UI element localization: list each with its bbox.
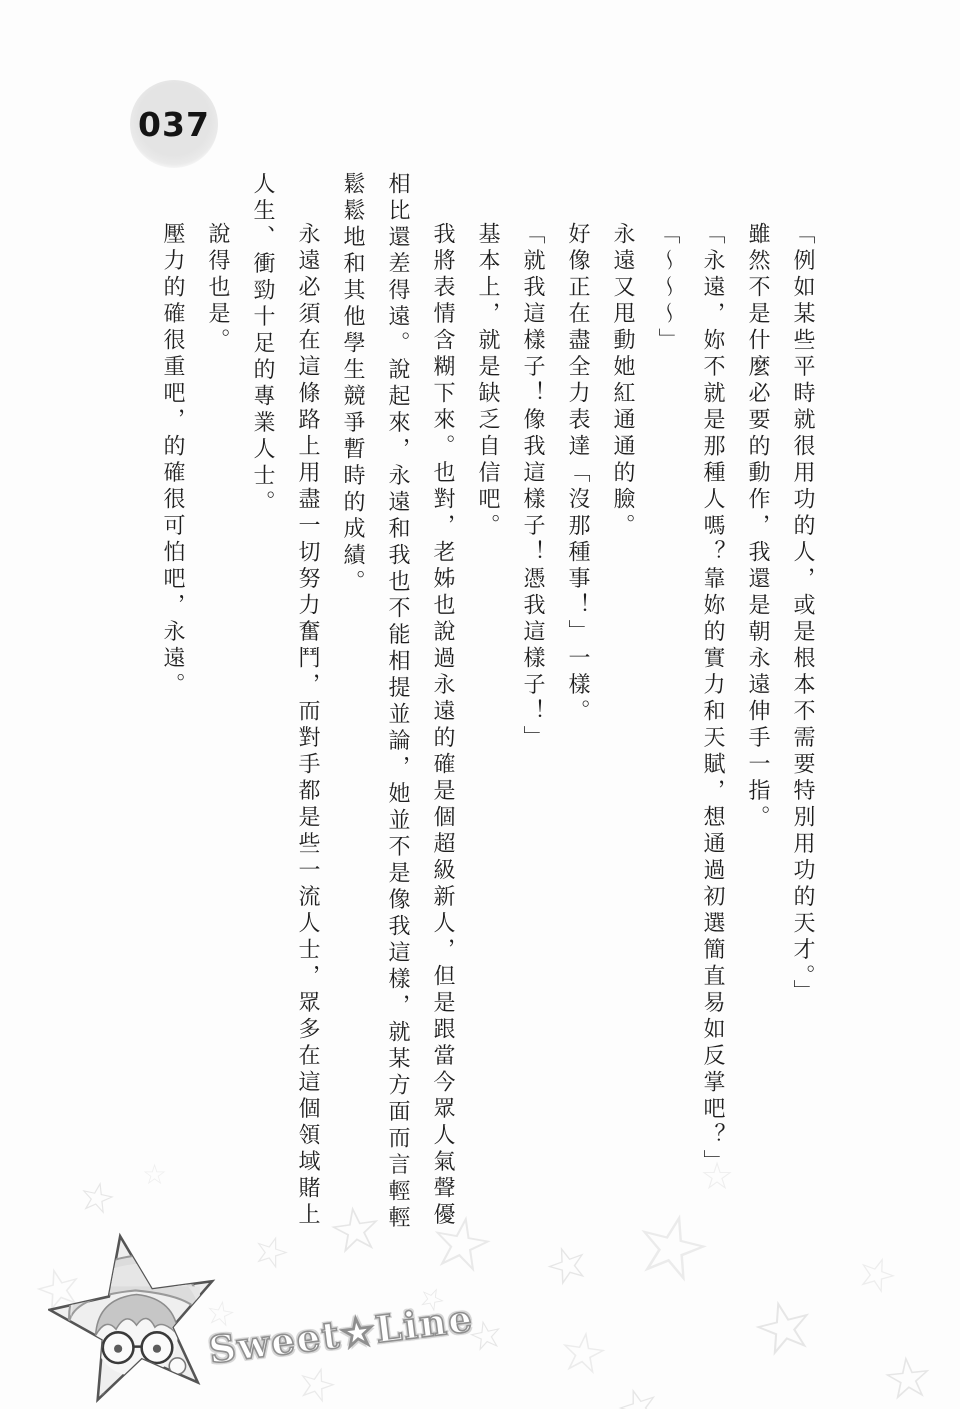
paragraph-narration: 永遠必須在這條路上用盡一切努力奮鬥，而對手都是些一流人士，眾多在這個領域賭上人生、衝勁十足的專業人士。 bbox=[251, 172, 321, 1229]
paragraph-dialogue: 「例如某些平時就很用功的人，或是根本不需要特別用功的天才。」 bbox=[791, 222, 816, 1006]
paragraph-narration: 壓力的確很重吧，的確很可怕吧，永遠。 bbox=[161, 222, 186, 699]
star-icon bbox=[538, 1234, 597, 1296]
star-icon bbox=[290, 1357, 342, 1409]
star-icon bbox=[74, 1175, 120, 1224]
eye-left bbox=[114, 1345, 122, 1353]
series-logo: Sweet★Line bbox=[206, 1295, 477, 1373]
paragraph-narration: 說得也是。 bbox=[206, 222, 231, 355]
paragraph-narration: 永遠又甩動她紅通通的臉。 bbox=[611, 222, 636, 540]
star-icon bbox=[849, 1246, 903, 1303]
page-number-badge bbox=[130, 80, 218, 168]
star-icon bbox=[609, 1376, 667, 1409]
paragraph-narration: 我將表情含糊下來。也對，老姊也說過永遠的確是個超級新人，但是跟當今眾人氣聲優相比還差得遠。說起來，永遠和我也不能相提並論，她並不是像我這樣，就某方面而言輕輕鬆鬆地和其他學生競爭暫時的成績。 bbox=[341, 172, 456, 1232]
star-icon bbox=[554, 1323, 612, 1385]
paragraph-narration: 好像正在盡全力表達「沒那種事！」一樣。 bbox=[566, 222, 591, 726]
vertical-text-block bbox=[148, 172, 826, 1237]
paragraph-dialogue: 「就我這樣子！像我這樣子！憑我這樣子！」 bbox=[521, 222, 546, 752]
star-icon bbox=[879, 1347, 937, 1409]
mouth bbox=[133, 1364, 143, 1378]
paragraph-narration: 基本上，就是缺乏自信吧。 bbox=[476, 222, 501, 540]
character-portrait-star bbox=[48, 1225, 223, 1409]
paragraph-dialogue: 「～～～」 bbox=[656, 222, 681, 355]
shoulders bbox=[102, 1385, 174, 1409]
paragraph-narration: 雖然不是什麼必要的動作，我還是朝永遠伸手一指。 bbox=[746, 222, 771, 832]
eye-right bbox=[153, 1345, 161, 1353]
page-number: 037 bbox=[138, 104, 210, 144]
star-icon bbox=[744, 1285, 824, 1370]
paragraph-dialogue: 「永遠，妳不就是那種人嗎？靠妳的實力和天賦，想通過初選簡直易如反掌吧？」 bbox=[701, 222, 726, 1176]
